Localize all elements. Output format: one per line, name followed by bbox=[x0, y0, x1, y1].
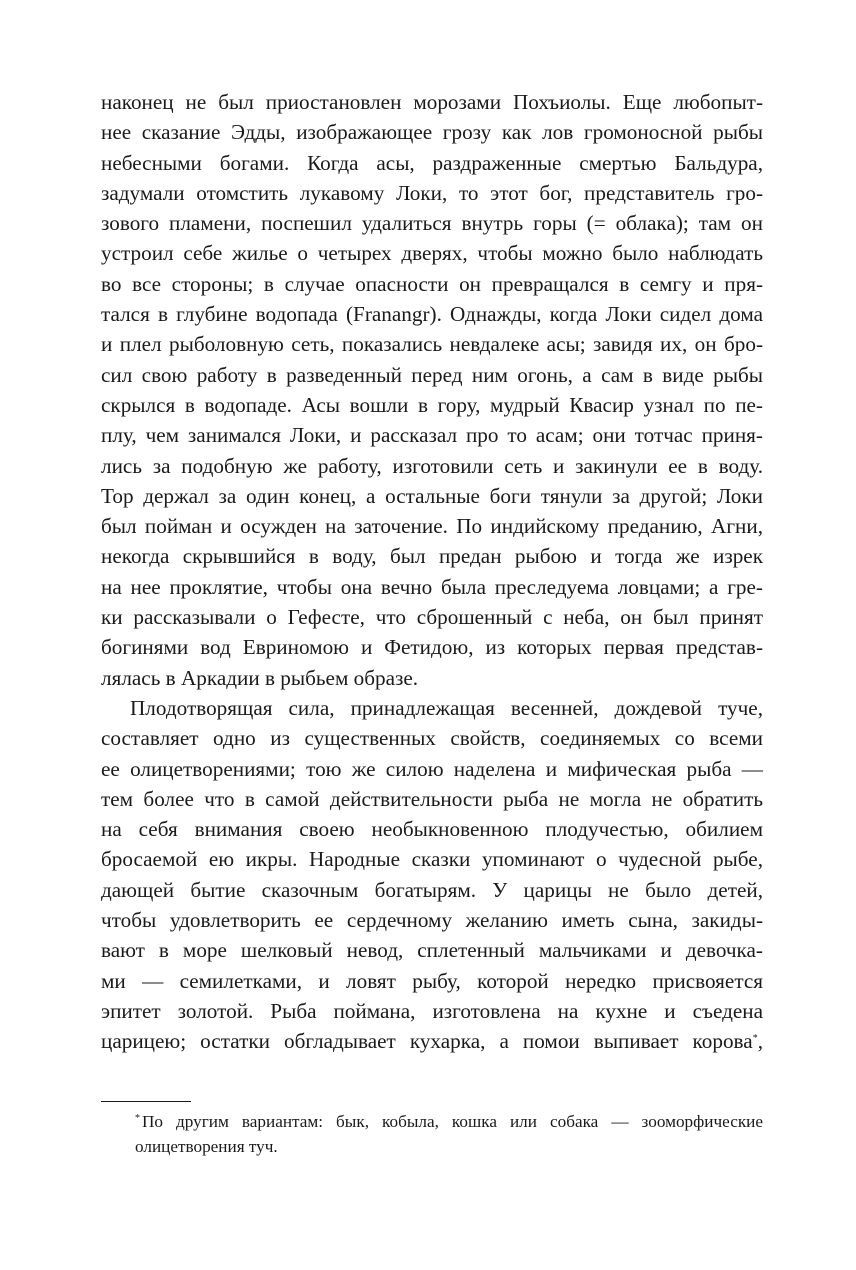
text-line: был пойман и осужден на заточение. По индийскому преданию, Агни, bbox=[101, 514, 763, 539]
text-line: лялась в Аркадии в рыбьем образе. bbox=[101, 665, 419, 690]
text-line: на нее проклятие, чтобы она вечно была преследуема ловцами; а гре- bbox=[101, 574, 763, 599]
text-line: на себя внимания своею необыкновенною плодучестью, обилием bbox=[101, 817, 763, 842]
footnote-line: олицетворения туч. bbox=[135, 1136, 278, 1156]
footnote-reference[interactable]: * bbox=[752, 1033, 758, 1045]
text-line-with-footnote-ref bbox=[101, 1026, 763, 1056]
text-line: дающей бытие сказочным богатырям. У царицы не было детей, bbox=[101, 877, 763, 902]
text-line: во все стороны; в случае опасности он превращался в семгу и пря- bbox=[101, 271, 763, 296]
text-line: и плел рыболовную сеть, показались невдалеке асы; завидя их, он бро- bbox=[101, 332, 763, 357]
footnote-line bbox=[101, 1107, 763, 1135]
text-line: устроил себе жилье о четырех дверях, чтобы можно было наблюдать bbox=[101, 241, 763, 266]
text-line: тем более что в самой действительности рыба не могла не обратить bbox=[101, 786, 763, 811]
text-line: Тор держал за один конец, а остальные боги тянули за другой; Локи bbox=[101, 483, 763, 508]
text-line: чтобы удовлетворить ее сердечному желанию иметь сына, закиды- bbox=[101, 908, 763, 933]
text-line: Плодотворящая сила, принадлежащая весенней, дождевой туче, bbox=[130, 695, 763, 720]
text-line: ее олицетворениями; тою же силою наделена и мифическая рыба — bbox=[101, 756, 763, 781]
text-line: некогда скрывшийся в воду, был предан рыбою и тогда же изрек bbox=[101, 544, 763, 569]
text-line: вают в море шелковый невод, сплетенный мальчиками и девочка- bbox=[101, 938, 763, 963]
text-line: задумали отомстить лукавому Локи, то этот бог, представитель гро- bbox=[101, 180, 763, 205]
text-line: наконец не был приостановлен морозами Похъиолы. Еще любопыт- bbox=[101, 90, 763, 114]
text-line: небесными богами. Когда асы, раздраженные смертью Бальдура, bbox=[101, 150, 763, 175]
text-line: плу, чем занимался Локи, и рассказал про то асам; они тотчас приня- bbox=[101, 423, 763, 448]
main-text bbox=[101, 87, 763, 1057]
text-line-content: царицею; остатки обгладывает кухарка, а помои выпивает корова bbox=[101, 1029, 753, 1054]
text-line: тался в глубине водопада (Franangr). Однажды, когда Локи сидел дома bbox=[101, 302, 763, 327]
text-line: лись за подобную же работу, изготовили сеть и закинули ее в воду. bbox=[101, 453, 763, 478]
footnote-text: По другим вариантам: бык, кобыла, кошка или собака — зооморфические bbox=[142, 1112, 763, 1131]
text-line: составляет одно из существенных свойств, соединяемых со всеми bbox=[101, 726, 763, 751]
text-line: сил свою работу в разведенный перед ним огонь, а сам в виде рыбы bbox=[101, 362, 763, 387]
line-end-punctuation: , bbox=[757, 1029, 763, 1054]
text-line: зового пламени, поспешил удалиться внутрь горы (= облака); там он bbox=[101, 211, 763, 236]
text-line: бросаемой ею икры. Народные сказки упоминают о чудесной рыбе, bbox=[101, 847, 763, 872]
footnote bbox=[101, 1107, 763, 1159]
text-line: ки рассказывали о Гефесте, что сброшенный с неба, он был принят bbox=[101, 605, 763, 630]
footnote-divider bbox=[101, 1101, 191, 1102]
footnote-marker: * bbox=[135, 1113, 140, 1124]
paragraph-1 bbox=[101, 87, 763, 693]
text-line: скрылся в водопаде. Асы вошли в гору, мудрый Квасир узнал по пе- bbox=[101, 392, 763, 417]
text-line: богинями вод Евриномою и Фетидою, из которых первая представ- bbox=[101, 635, 763, 660]
text-line: нее сказание Эдды, изображающее грозу как лов громоносной рыбы bbox=[101, 120, 763, 145]
paragraph-2 bbox=[101, 693, 763, 1057]
text-line: ми — семилетками, и ловят рыбу, которой нередко присвояется bbox=[101, 968, 763, 993]
text-line: эпитет золотой. Рыба поймана, изготовлена на кухне и съедена bbox=[101, 998, 763, 1023]
